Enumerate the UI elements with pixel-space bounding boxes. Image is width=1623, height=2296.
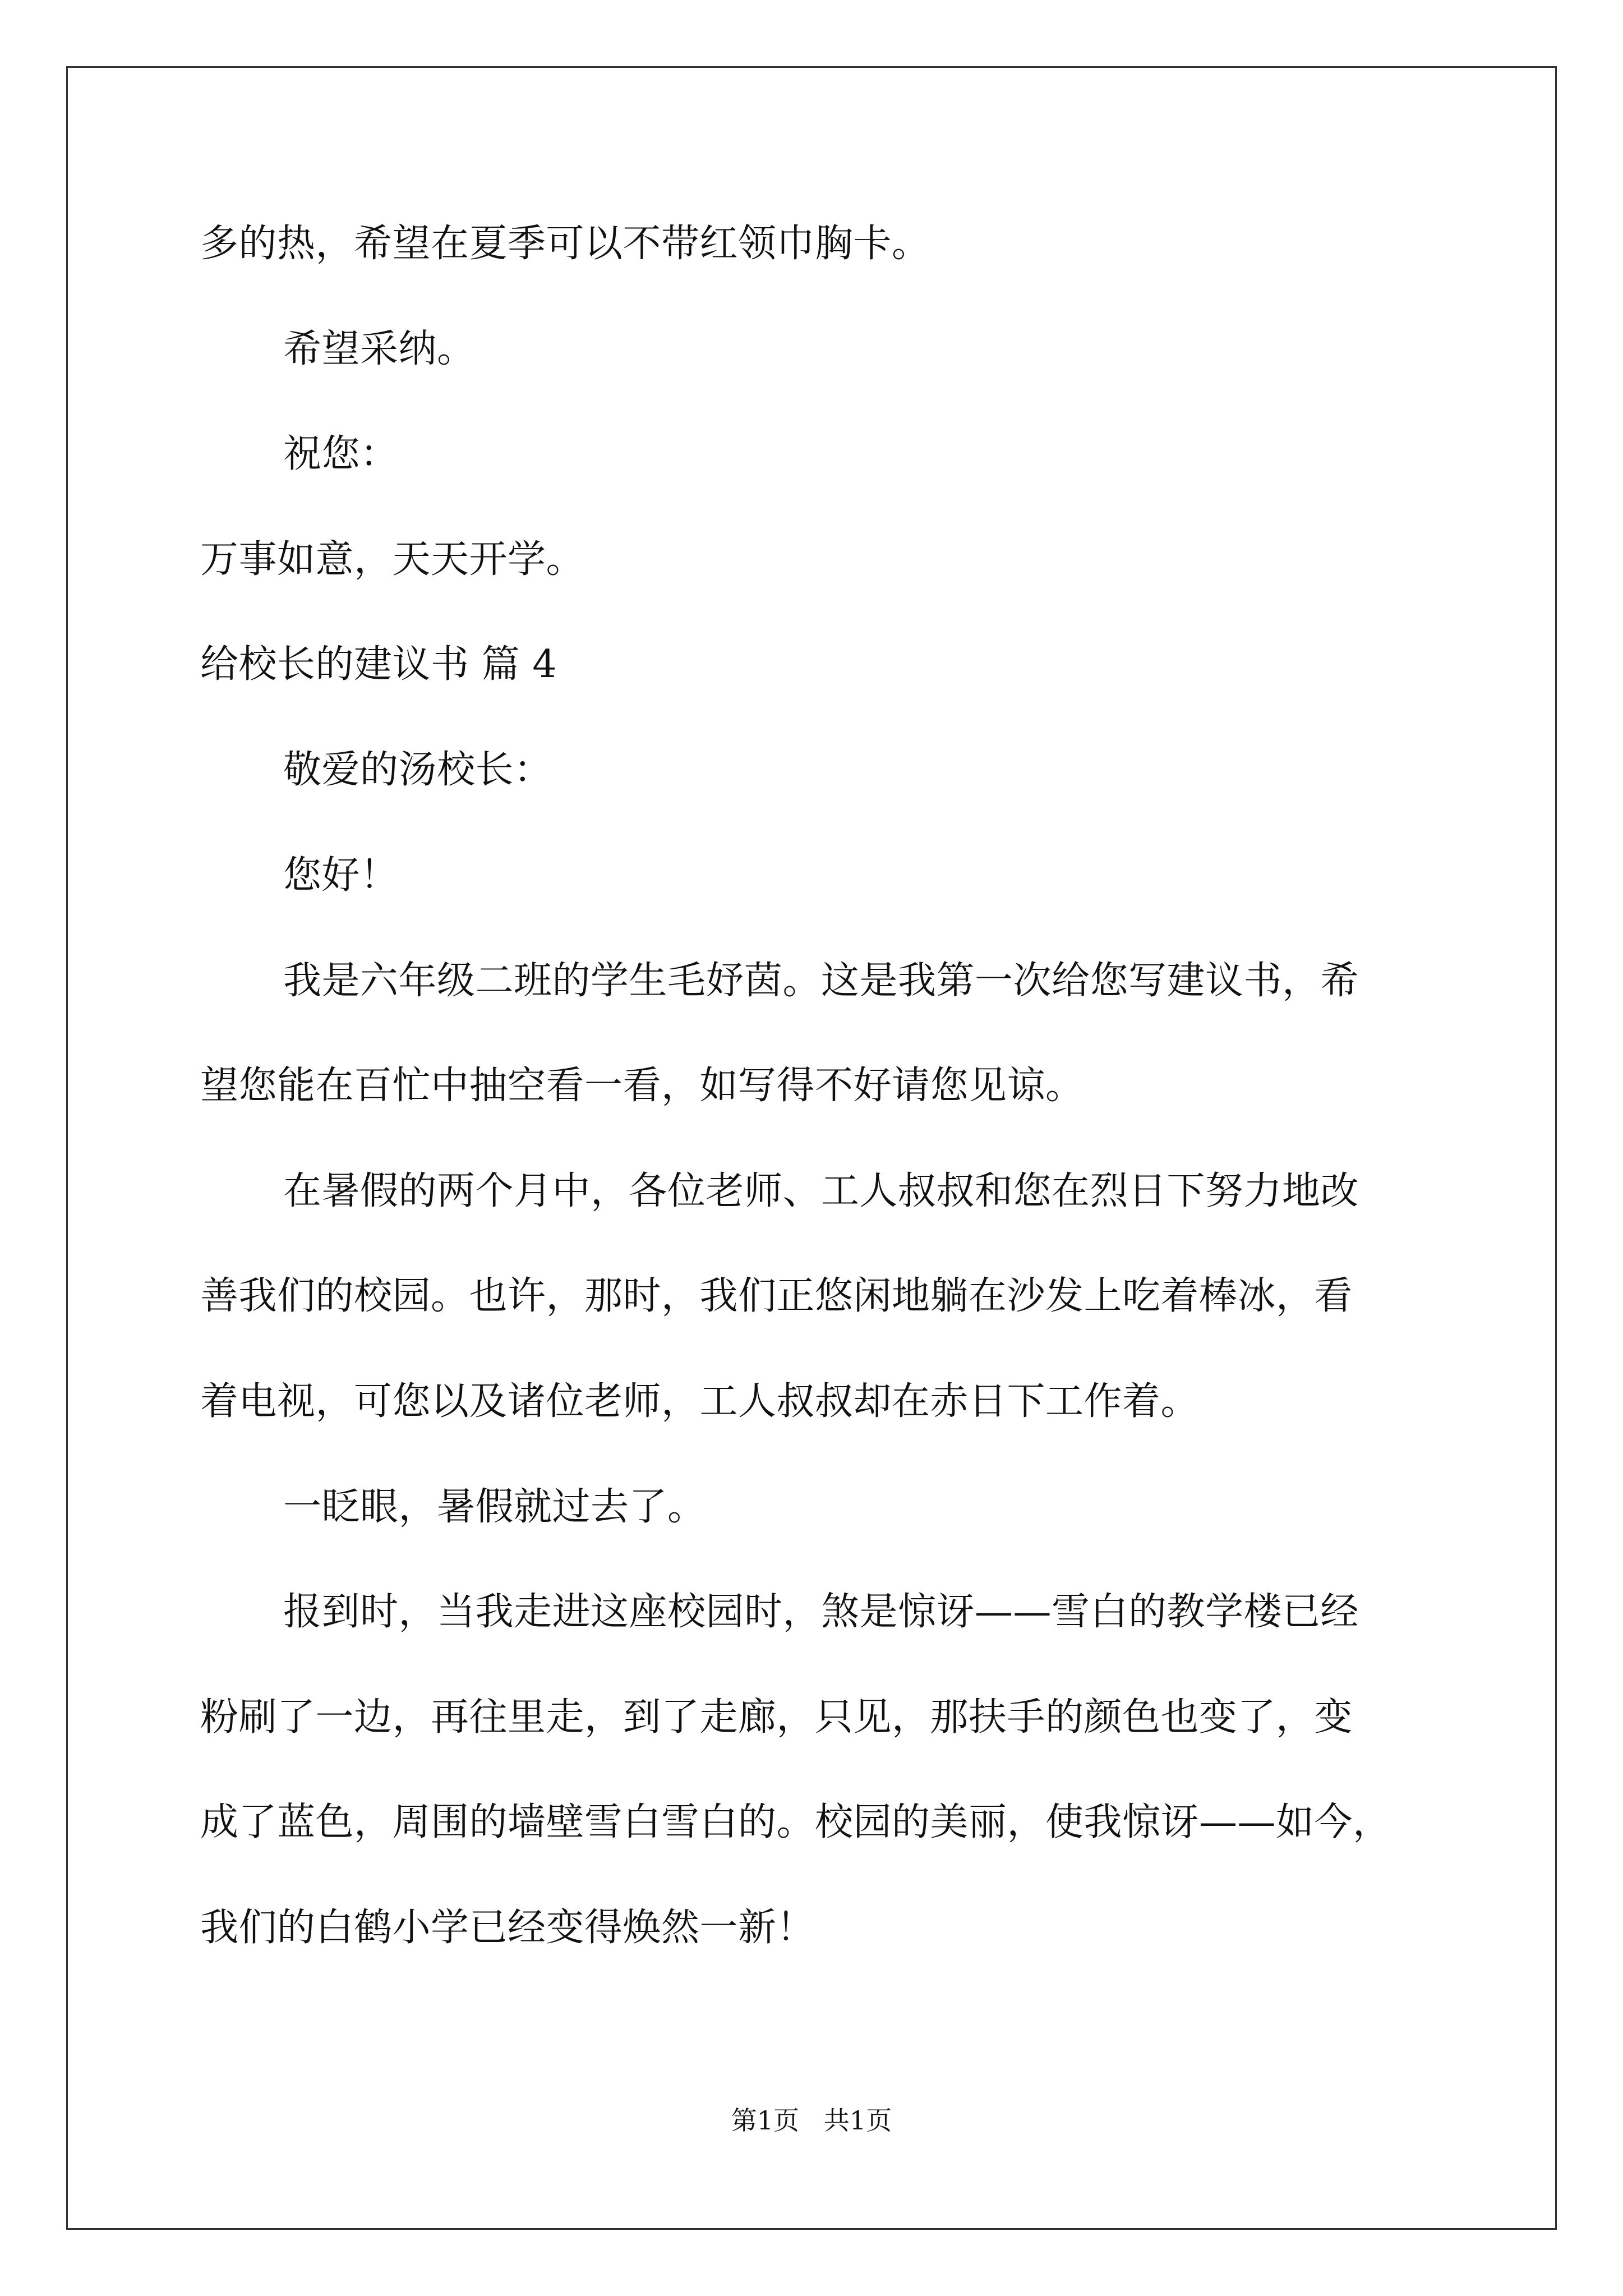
body-line-14: 报到时，当我走进这座校园时，煞是惊讶——雪白的教学楼已经 xyxy=(283,1590,1359,1634)
body-line-1: 多的热，希望在夏季可以不带红领巾胸卡。 xyxy=(200,222,930,266)
body-line-17: 我们的白鹤小学已经变得焕然一新！ xyxy=(200,1906,815,1950)
body-line-8: 我是六年级二班的学生毛妤茵。这是我第一次给您写建议书，希 xyxy=(283,959,1359,1003)
body-line-13: 一眨眼，暑假就过去了。 xyxy=(283,1485,706,1529)
closing-wish-line: 万事如意，天天开学。 xyxy=(200,537,585,582)
body-line-11: 善我们的校园。也许，那时，我们正悠闲地躺在沙发上吃着棒冰，看 xyxy=(200,1274,1353,1318)
body-line-10: 在暑假的两个月中，各位老师、工人叔叔和您在烈日下努力地改 xyxy=(283,1169,1359,1213)
greeting-line: 祝您： xyxy=(283,432,399,476)
body-line-2: 希望采纳。 xyxy=(283,327,476,371)
salutation-line: 敬爱的汤校长： xyxy=(283,748,552,792)
body-line-15: 粉刷了一边，再往里走，到了走廊，只见，那扶手的颜色也变了，变 xyxy=(200,1695,1353,1740)
body-line-9: 望您能在百忙中抽空看一看，如写得不好请您见谅。 xyxy=(200,1064,1084,1108)
hello-line: 您好！ xyxy=(283,853,399,898)
body-line-12: 着电视，可您以及诸位老师，工人叔叔却在赤日下工作着。 xyxy=(200,1379,1200,1424)
body-line-16: 成了蓝色，周围的墙壁雪白雪白的。校园的美丽，使我惊讶——如今， xyxy=(200,1800,1391,1844)
section-heading: 给校长的建议书 篇 4 xyxy=(200,642,557,687)
page-number-footer: 第1页 共1页 xyxy=(731,2105,892,2136)
